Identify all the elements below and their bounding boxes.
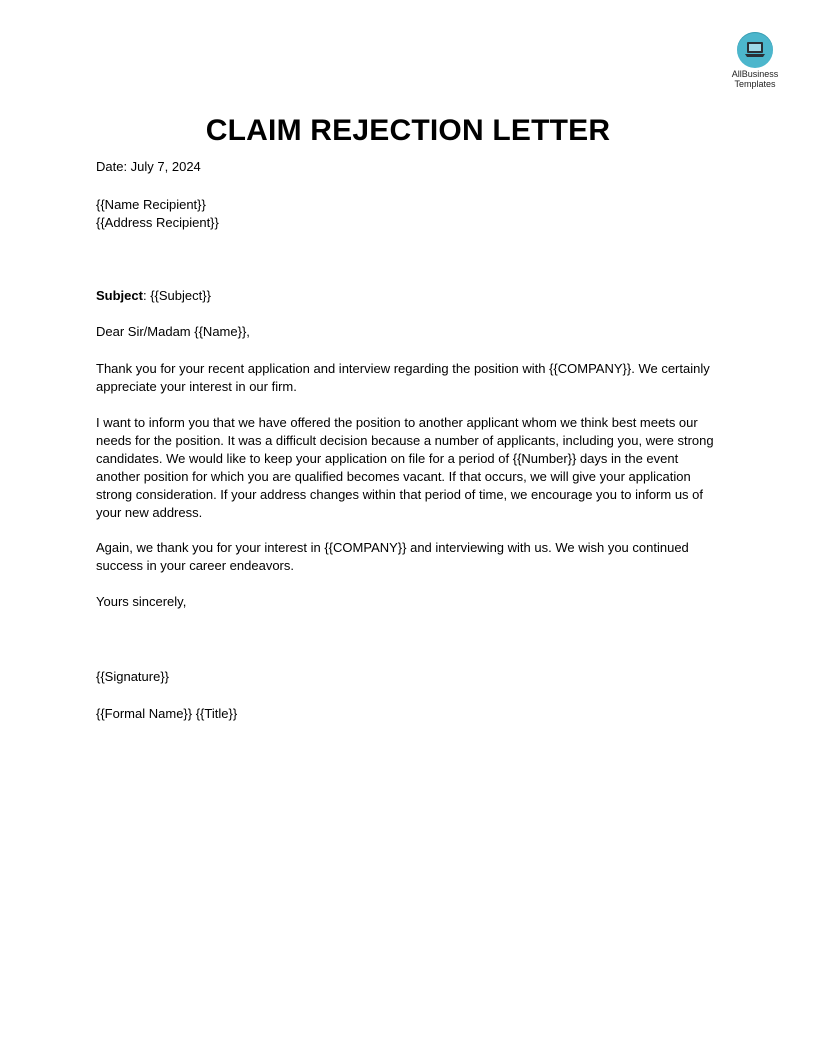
recipient-address: {{Address Recipient}} bbox=[96, 215, 219, 230]
logo-line-1: AllBusiness bbox=[731, 69, 779, 79]
salutation: Dear Sir/Madam {{Name}}, bbox=[96, 324, 250, 339]
logo-circle bbox=[737, 32, 773, 68]
closing: Yours sincerely, bbox=[96, 594, 187, 609]
subject-value: : {{Subject}} bbox=[142, 288, 211, 303]
allbusiness-templates-logo bbox=[722, 32, 788, 89]
signature-placeholder: {{Signature}} bbox=[96, 669, 170, 684]
paragraph-intro: Thank you for your recent application and interview regarding the position with {{COMPANY}}. We certainly appreciate your interest in our firm. bbox=[96, 361, 710, 394]
subject-label: Subject bbox=[96, 288, 143, 303]
letter-date: Date: July 7, 2024 bbox=[96, 159, 201, 174]
laptop-icon bbox=[744, 41, 766, 58]
logo-line-2: Templates bbox=[734, 79, 776, 89]
logo-text bbox=[722, 69, 788, 89]
paragraph-decision: I want to inform you that we have offered the position to another applicant whom we think best meets our needs for the position. It was a difficult decision because a number of applicants, including you, were strong candidates. We would like to keep your application on file for a period of {{Number}} days in the event another position for which you are qualified becomes vacant. If that occurs, we will give your application strong consideration. If your address changes within that period of time, we encourage you to inform us of your new address. bbox=[96, 415, 714, 520]
page-title: CLAIM REJECTION LETTER bbox=[205, 114, 611, 147]
paragraph-closing-remarks: Again, we thank you for your interest in {{COMPANY}} and interviewing with us. We wish you continued success in your career endeavors. bbox=[96, 540, 689, 573]
recipient-name: {{Name Recipient}} bbox=[96, 197, 206, 212]
subject-line bbox=[96, 287, 722, 305]
formal-name-title: {{Formal Name}} {{Title}} bbox=[96, 706, 238, 721]
